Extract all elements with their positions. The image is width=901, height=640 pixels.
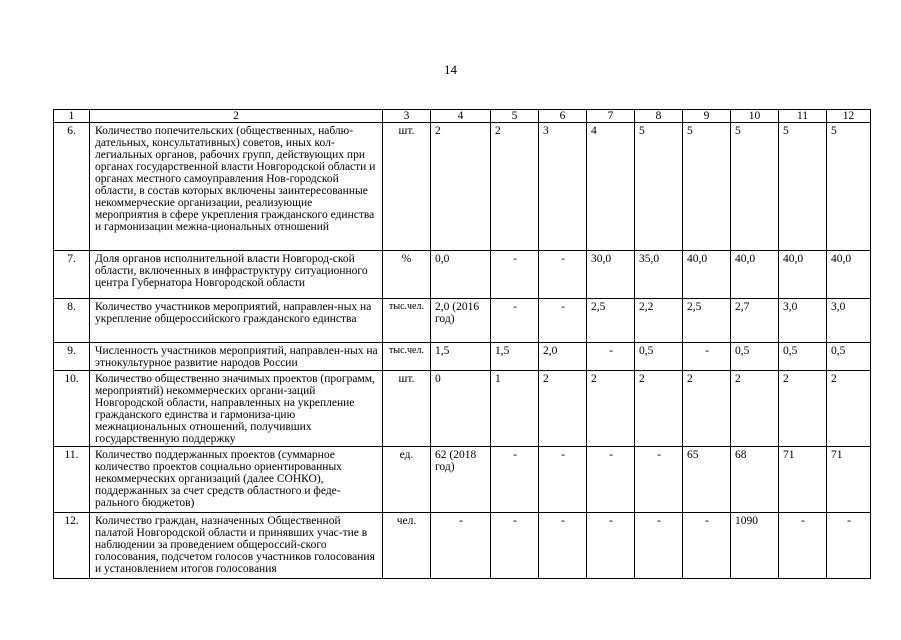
value-cell: 2: [431, 123, 491, 251]
value-cell: 1: [491, 371, 539, 447]
value-cell: -: [587, 447, 635, 513]
value-cell: 71: [779, 447, 827, 513]
value-cell: 2,5: [683, 299, 731, 343]
row-number: 6.: [54, 123, 90, 251]
value-cell: 40,0: [731, 251, 779, 299]
value-cell: 2,0 (2016 год): [431, 299, 491, 343]
value-cell: 5: [731, 123, 779, 251]
value-cell: 2: [587, 371, 635, 447]
table-row: [54, 299, 871, 343]
unit-cell: ед.: [383, 447, 431, 513]
value-cell: -: [539, 447, 587, 513]
value-cell: 2,2: [635, 299, 683, 343]
row-number: 9.: [54, 343, 90, 371]
value-cell: -: [491, 251, 539, 299]
value-cell: -: [779, 513, 827, 579]
value-cell: -: [491, 513, 539, 579]
table-header-row: [54, 110, 871, 123]
value-cell: 2: [731, 371, 779, 447]
value-cell: 0,5: [827, 343, 871, 371]
value-cell: 0,0: [431, 251, 491, 299]
value-cell: 30,0: [587, 251, 635, 299]
table-row: [54, 251, 871, 299]
value-cell: 40,0: [827, 251, 871, 299]
value-cell: 0,5: [731, 343, 779, 371]
value-cell: 0,5: [779, 343, 827, 371]
unit-cell: шт.: [383, 123, 431, 251]
value-cell: 4: [587, 123, 635, 251]
column-header: 9: [683, 110, 731, 123]
indicators-table: [53, 109, 871, 579]
column-header: 2: [90, 110, 383, 123]
value-cell: 2: [491, 123, 539, 251]
value-cell: -: [683, 343, 731, 371]
value-cell: -: [491, 447, 539, 513]
page-number: 14: [444, 62, 457, 77]
value-cell: 2: [827, 371, 871, 447]
value-cell: 2,0: [539, 343, 587, 371]
value-cell: 0: [431, 371, 491, 447]
value-cell: 1,5: [491, 343, 539, 371]
table-row: [54, 447, 871, 513]
value-cell: 3,0: [779, 299, 827, 343]
value-cell: 5: [779, 123, 827, 251]
value-cell: -: [539, 299, 587, 343]
value-cell: -: [587, 513, 635, 579]
indicator-name: Количество участников мероприятий, направлен-ных на укрепление общероссийского гражданского единства: [90, 299, 383, 343]
table-row: [54, 513, 871, 579]
unit-cell: %: [383, 251, 431, 299]
unit-cell: тыс.чел.: [383, 299, 431, 343]
row-number: 8.: [54, 299, 90, 343]
table-row: [54, 371, 871, 447]
value-cell: 2: [539, 371, 587, 447]
value-cell: -: [827, 513, 871, 579]
value-cell: 68: [731, 447, 779, 513]
value-cell: -: [539, 513, 587, 579]
value-cell: 2,7: [731, 299, 779, 343]
row-number: 7.: [54, 251, 90, 299]
column-header: 12: [827, 110, 871, 123]
column-header: 6: [539, 110, 587, 123]
value-cell: 65: [683, 447, 731, 513]
unit-cell: тыс.чел.: [383, 343, 431, 371]
value-cell: 5: [683, 123, 731, 251]
unit-cell: шт.: [383, 371, 431, 447]
indicator-name: Количество поддержанных проектов (суммарное количество проектов социально ориентированных некоммерческих организаций (далее СОНКО), поддержанных за счет средств областного и феде-рального бюджетов): [90, 447, 383, 513]
value-cell: 62 (2018 год): [431, 447, 491, 513]
value-cell: 3,0: [827, 299, 871, 343]
column-header: 4: [431, 110, 491, 123]
value-cell: 2: [779, 371, 827, 447]
unit-cell: чел.: [383, 513, 431, 579]
value-cell: 1,5: [431, 343, 491, 371]
value-cell: -: [491, 299, 539, 343]
indicator-name: Количество граждан, назначенных Общественной палатой Новгородской области и принявших учас-тие в наблюдении за проведением общероссий-ского голосования, подсчетом голосов участников голосования и установлением итогов голосования: [90, 513, 383, 579]
value-cell: 5: [635, 123, 683, 251]
column-header: 7: [587, 110, 635, 123]
value-cell: -: [539, 251, 587, 299]
indicator-name: Доля органов исполнительной власти Новгород-ской области, включенных в инфраструктуру ситуационного центра Губернатора Новгородской области: [90, 251, 383, 299]
table-row: [54, 123, 871, 251]
column-header: 5: [491, 110, 539, 123]
indicator-name: Численность участников мероприятий, направлен-ных на этнокультурное развитие народов России: [90, 343, 383, 371]
column-header: 10: [731, 110, 779, 123]
value-cell: -: [635, 513, 683, 579]
value-cell: 2,5: [587, 299, 635, 343]
value-cell: 1090: [731, 513, 779, 579]
value-cell: 5: [827, 123, 871, 251]
indicator-name: Количество попечительских (общественных, наблю-дательных, консультативных) советов, иных кол-легиальных органов, рабочих групп, действующих при органах государственной власти Новгородской области и органах местного самоуправления Нов-городской области, в состав которых включены заинтересованные некоммерческие организации, реализующие мероприятия в сфере укрепления гражданского единства и гармонизации межна-циональных отношений: [90, 123, 383, 251]
table-row: [54, 343, 871, 371]
row-number: 10.: [54, 371, 90, 447]
row-number: 11.: [54, 447, 90, 513]
value-cell: 35,0: [635, 251, 683, 299]
value-cell: 2: [635, 371, 683, 447]
column-header: 3: [383, 110, 431, 123]
column-header: 8: [635, 110, 683, 123]
column-header: 1: [54, 110, 90, 123]
value-cell: -: [431, 513, 491, 579]
value-cell: 71: [827, 447, 871, 513]
value-cell: 40,0: [683, 251, 731, 299]
value-cell: 40,0: [779, 251, 827, 299]
value-cell: 0,5: [635, 343, 683, 371]
row-number: 12.: [54, 513, 90, 579]
indicator-name: Количество общественно значимых проектов (программ, мероприятий) некоммерческих органи-заций Новгородской области, направленных на укрепление гражданского единства и гармониза-цию межнациональных отношений, получивших государственную поддержку: [90, 371, 383, 447]
value-cell: -: [635, 447, 683, 513]
column-header: 11: [779, 110, 827, 123]
value-cell: -: [587, 343, 635, 371]
value-cell: -: [683, 513, 731, 579]
value-cell: 3: [539, 123, 587, 251]
value-cell: 2: [683, 371, 731, 447]
